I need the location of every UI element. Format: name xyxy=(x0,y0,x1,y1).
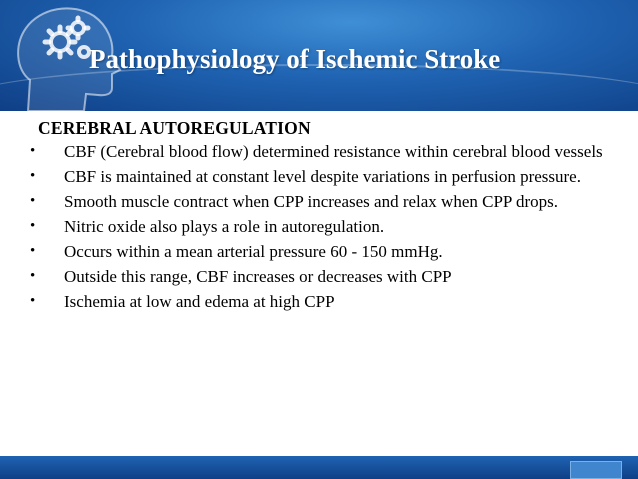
bullet-text: Outside this range, CBF increases or decreases with CPP xyxy=(64,267,452,286)
bullet-item xyxy=(30,191,618,212)
bullet-marker: • xyxy=(30,218,36,234)
bullet-text: Nitric oxide also plays a role in autoregulation. xyxy=(64,217,385,236)
bullet-item xyxy=(30,141,618,162)
bullet-item xyxy=(30,241,618,262)
slide-title: Pathophysiology of Ischemic Stroke xyxy=(89,44,501,74)
bullet-item xyxy=(30,216,618,237)
bullet-marker: • xyxy=(30,143,36,159)
bullet-list xyxy=(30,141,618,312)
bullet-marker: • xyxy=(30,293,36,309)
footer-accent-box xyxy=(570,461,622,479)
bullet-marker: • xyxy=(30,193,36,209)
section-heading: CEREBRAL AUTOREGULATION xyxy=(38,118,311,138)
slide-header xyxy=(0,0,638,111)
bullet-item xyxy=(30,166,618,187)
bullet-marker: • xyxy=(30,168,36,184)
slide-footer-bar xyxy=(0,456,638,479)
bullet-marker: • xyxy=(30,268,36,284)
bullet-text: Occurs within a mean arterial pressure 60 - 150 mmHg. xyxy=(64,242,443,261)
bullet-marker: • xyxy=(30,243,36,259)
bullet-item xyxy=(30,266,618,287)
bullet-text: Ischemia at low and edema at high CPP xyxy=(64,292,335,311)
slide-body xyxy=(30,118,618,316)
bullet-text: CBF is maintained at constant level despite variations in perfusion pressure. xyxy=(64,167,581,186)
bullet-text: CBF (Cerebral blood flow) determined resistance within cerebral blood vessels xyxy=(64,142,603,161)
bullet-item xyxy=(30,291,618,312)
bullet-text: Smooth muscle contract when CPP increases and relax when CPP drops. xyxy=(64,192,559,211)
